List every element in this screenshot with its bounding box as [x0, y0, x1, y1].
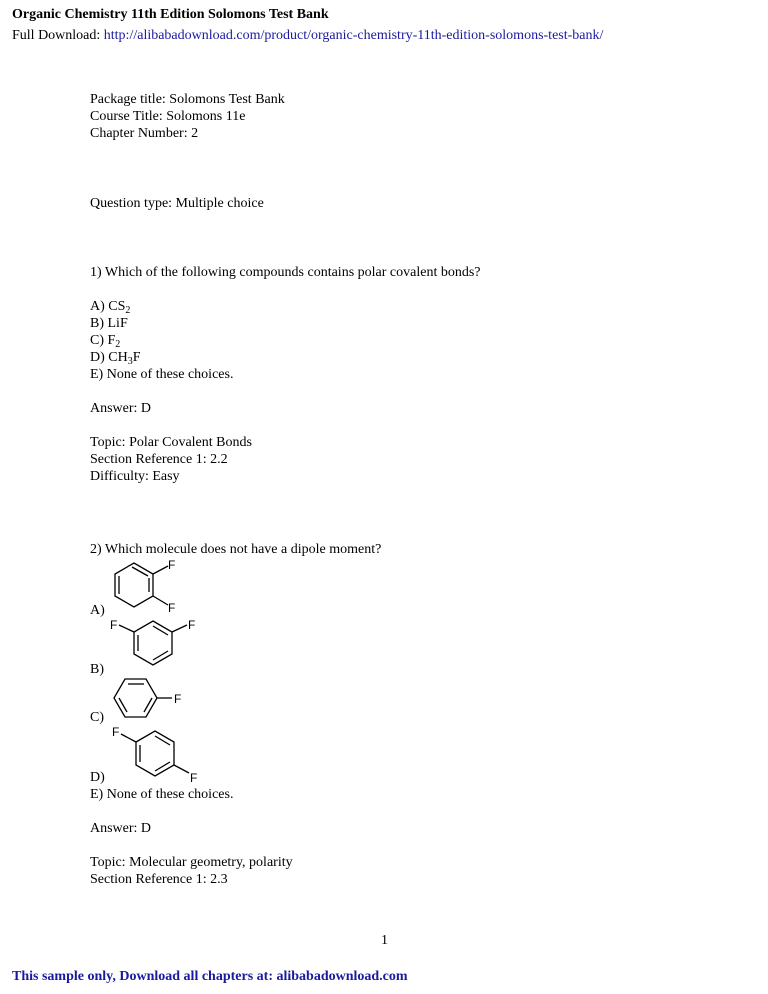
atom-label-f: F — [190, 771, 198, 784]
atom-label-f: F — [168, 558, 176, 572]
package-title: Package title: Solomons Test Bank — [90, 92, 285, 107]
question-2-tail — [90, 786, 293, 888]
q1-option-c: C) $F_2$ — [90, 333, 121, 350]
question-type: Question type: Multiple choice — [90, 196, 264, 211]
q2-topic: Topic: Molecular geometry, polarity — [90, 855, 293, 870]
q2-option-e: E) None of these choices. — [90, 787, 234, 802]
q1-answer: Answer: D — [90, 401, 152, 416]
atom-label-f: F — [188, 618, 196, 632]
q2-option-c: C) — [90, 710, 104, 725]
q2-option-b: B) — [90, 662, 104, 677]
page-number: 1 — [381, 933, 388, 948]
chapter-number: Chapter Number: 2 — [90, 126, 199, 141]
document-title: Organic Chemistry 11th Edition Solomons Test Bank — [12, 7, 329, 22]
atom-label-f: F — [112, 725, 120, 739]
q1-option-d: D) $CH_3F$ — [90, 350, 141, 367]
q1-question: 1) Which of the following compounds contains polar covalent bonds? — [90, 265, 481, 280]
q1-option-a: A) $CS_2$ — [90, 299, 131, 316]
q1-option-b: B) LiF — [90, 316, 128, 331]
structure-c-fluorobenzene — [108, 677, 192, 721]
atom-label-f: F — [174, 692, 182, 706]
download-label: Full Download: — [12, 28, 101, 43]
q2-option-d: D) — [90, 770, 105, 785]
structure-b-meta-difluorobenzene — [108, 617, 204, 667]
q1-option-e: E) None of these choices. — [90, 367, 234, 382]
atom-label-f: F — [110, 618, 118, 632]
q2-option-a: A) — [90, 603, 105, 618]
course-title: Course Title: Solomons 11e — [90, 109, 246, 124]
download-link[interactable]: http://alibabadownload.com/product/organic-chemistry-11th-edition-solomons-test-bank/ — [103, 28, 604, 43]
q1-section: Section Reference 1: 2.2 — [90, 452, 228, 467]
footer-notice: This sample only, Download all chapters at: alibabadownload.com — [12, 969, 408, 984]
download-line — [12, 27, 603, 44]
q1-topic: Topic: Polar Covalent Bonds — [90, 435, 252, 450]
q2-section: Section Reference 1: 2.3 — [90, 872, 228, 887]
question-1 — [90, 264, 481, 485]
structure-d-para-difluorobenzene — [108, 724, 204, 784]
structure-a-ortho-difluorobenzene — [108, 556, 188, 614]
q2-answer: Answer: D — [90, 821, 152, 836]
q2-question: 2) Which molecule does not have a dipole moment? — [90, 542, 382, 557]
package-info — [90, 91, 285, 142]
q1-difficulty: Difficulty: Easy — [90, 469, 180, 484]
atom-label-f: F — [168, 601, 176, 614]
